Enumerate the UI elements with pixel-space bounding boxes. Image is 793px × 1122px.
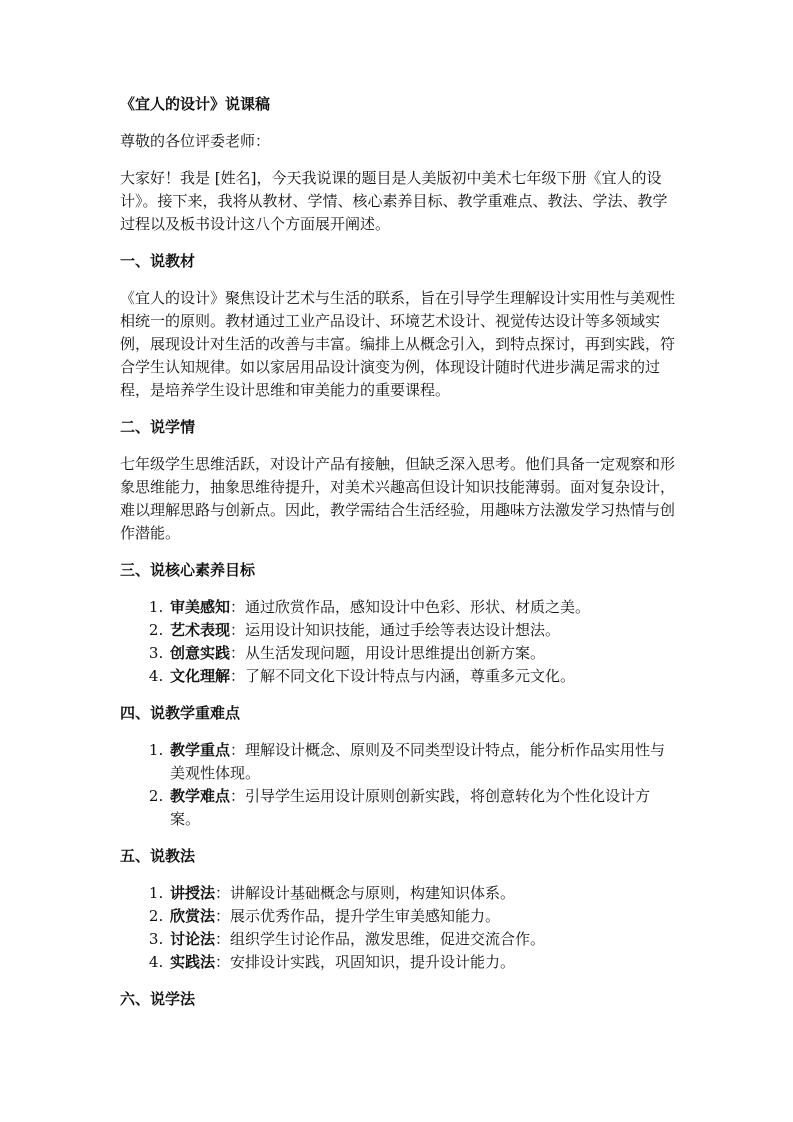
list-item-text: ：从生活发现问题，用设计思维提出创新方案。 [230,644,546,662]
list-item-text: ：引导学生运用设计原则创新实践，将创意转化为个性化设计方案。 [170,787,651,828]
list-item-term: 讲授法 [170,884,216,902]
list-item [168,619,680,642]
list-item-term: 教学重点 [170,741,231,759]
list-item [168,665,680,688]
list-item-text: ：讲解设计基础概念与原则，构建知识体系。 [215,884,516,902]
list-item-term: 艺术表现 [170,621,231,639]
section-heading-goals: 三、说核心素养目标 [120,561,256,579]
list-item [168,951,680,974]
list-item [168,882,680,905]
list-item-term: 创意实践 [170,644,231,662]
section-heading-students: 二、说学情 [120,418,196,436]
list-item [168,785,680,831]
list-item-text: ：组织学生讨论作品，激发思维，促进交流合作。 [215,930,546,948]
list-item [168,905,680,928]
list-item [168,596,680,619]
list-item [168,739,680,785]
list-item [168,928,680,951]
list-item-text: ：运用设计知识技能，通过手绘等表达设计想法。 [230,621,561,639]
list-item-text: ：了解不同文化下设计特点与内涵，尊重多元文化。 [230,667,576,685]
section-heading-key-points: 四、说教学重难点 [120,704,241,722]
list-item-text: ：通过欣赏作品，感知设计中色彩、形状、材质之美。 [230,598,591,616]
document-title: 《宜人的设计》说课稿 [120,95,271,113]
document-page [120,93,680,1025]
list-item-term: 实践法 [170,953,216,971]
list-item-term: 欣赏法 [170,907,216,925]
list-item-text: ：展示优秀作品，提升学生审美感知能力。 [215,907,501,925]
list-item-text: ：理解设计概念、原则及不同类型设计特点，能分析作品实用性与美观性体现。 [170,741,666,782]
section-heading-learning-methods: 六、说学法 [120,990,196,1008]
section-body-textbook: 《宜人的设计》聚焦设计艺术与生活的联系，旨在引导学生理解设计实用性与美观性相统一的原则。教材通过工业产品设计、环境艺术设计、视觉传达设计等多领域实例，展现设计对生活的改善与丰富。编排上从概念引入，到特点探讨，再到实践，符合学生认知规律。如以家居用品设计演变为例，体现设计随时代进步满足需求的过程，是培养学生设计思维和审美能力的重要课程。 [120,289,676,399]
list-item-text: ：安排设计实践，巩固知识，提升设计能力。 [215,953,516,971]
teaching-methods-list [120,882,680,974]
list-item [168,642,680,665]
section-heading-textbook: 一、说教材 [120,252,196,270]
list-item-term: 讨论法 [170,930,216,948]
goals-list [120,596,680,688]
section-heading-teaching-methods: 五、说教法 [120,847,196,865]
key-points-list [120,739,680,831]
list-item-term: 文化理解 [170,667,231,685]
intro-paragraph: 大家好！我是 [姓名]，今天我说课的题目是人美版初中美术七年级下册《宜人的设计》。接下来，我将从教材、学情、核心素养目标、教学重难点、教法、学法、教学过程以及板书设计这八个方面展开阐述。 [120,169,668,233]
section-body-students: 七年级学生思维活跃，对设计产品有接触，但缺乏深入思考。他们具备一定观察和形象思维能力，抽象思维待提升，对美术兴趣高但设计知识技能薄弱。面对复杂设计，难以理解思路与创新点。因此，教学需结合生活经验，用趣味方法激发学习热情与创作潜能。 [120,455,676,542]
list-item-term: 教学难点 [170,787,231,805]
list-item-term: 审美感知 [170,598,231,616]
greeting: 尊敬的各位评委老师： [120,132,271,150]
